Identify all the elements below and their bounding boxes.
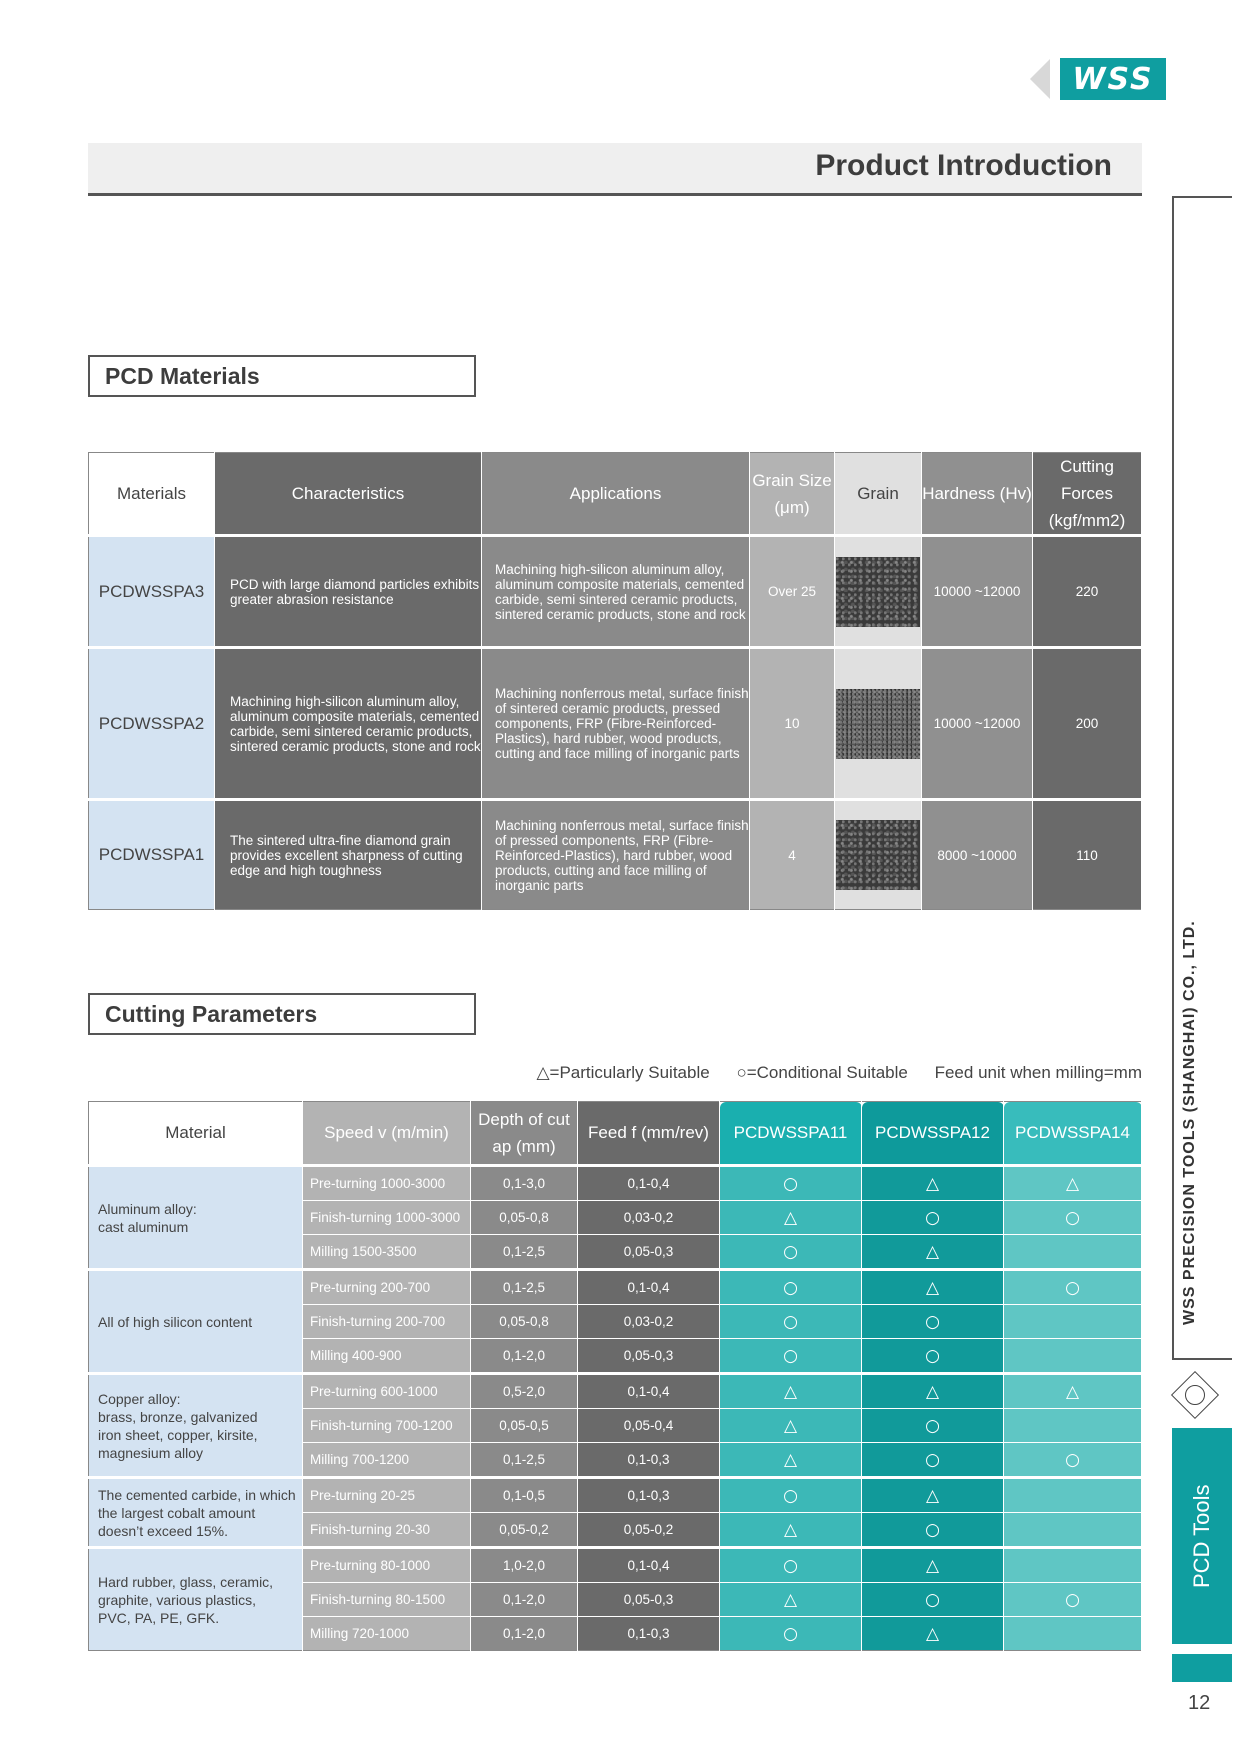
header-speed: Speed v (m/min) bbox=[303, 1102, 471, 1166]
suitability-pcdwsspa11: △ bbox=[720, 1374, 862, 1409]
sidebar-tab-pcd-tools[interactable] bbox=[1172, 1428, 1232, 1644]
suitability-pcdwsspa12: △ bbox=[862, 1235, 1004, 1270]
depth-value: 0,05-0,5 bbox=[471, 1409, 578, 1443]
depth-value: 0,1-2,5 bbox=[471, 1443, 578, 1478]
material-grain-image bbox=[835, 536, 922, 648]
speed-value: Pre-turning 80-1000 bbox=[303, 1548, 471, 1583]
depth-value: 0,05-0,8 bbox=[471, 1201, 578, 1235]
suitability-pcdwsspa12: ○ bbox=[862, 1409, 1004, 1443]
header-depth: Depth of cut ap (mm) bbox=[471, 1102, 578, 1166]
speed-value: Pre-turning 1000-3000 bbox=[303, 1166, 471, 1201]
depth-value: 0,1-2,0 bbox=[471, 1339, 578, 1374]
table-header-row bbox=[89, 453, 1142, 536]
suitability-pcdwsspa14 bbox=[1004, 1305, 1142, 1339]
feed-value: 0,1-0,4 bbox=[578, 1270, 720, 1305]
feed-value: 0,05-0,3 bbox=[578, 1583, 720, 1617]
material-grain-image bbox=[835, 648, 922, 800]
suitability-pcdwsspa11: △ bbox=[720, 1583, 862, 1617]
speed-value: Finish-turning 200-700 bbox=[303, 1305, 471, 1339]
suitability-pcdwsspa11: ○ bbox=[720, 1166, 862, 1201]
speed-value: Milling 400-900 bbox=[303, 1339, 471, 1374]
feed-value: 0,05-0,2 bbox=[578, 1513, 720, 1548]
speed-value: Pre-turning 20-25 bbox=[303, 1478, 471, 1513]
material-hardness: 10000 ~12000 bbox=[922, 536, 1033, 648]
feed-value: 0,1-0,3 bbox=[578, 1617, 720, 1651]
parameter-row bbox=[89, 1270, 1142, 1305]
sidebar-tab-label: PCD Tools bbox=[1189, 1484, 1214, 1588]
depth-value: 0,5-2,0 bbox=[471, 1374, 578, 1409]
suitability-pcdwsspa14 bbox=[1004, 1339, 1142, 1374]
logo-text: WSS bbox=[1060, 58, 1166, 100]
material-cutting-forces: 220 bbox=[1033, 536, 1142, 648]
depth-value: 0,1-2,0 bbox=[471, 1617, 578, 1651]
material-applications: Machining high-silicon aluminum alloy, aluminum composite materials, cemented carbide, semi sintered ceramic products, sintered ceramic products, stone and rock bbox=[482, 536, 750, 648]
legend bbox=[514, 1063, 1142, 1083]
material-characteristics: The sintered ultra-fine diamond grain provides excellent sharpness of cutting edge and high toughness bbox=[215, 800, 482, 910]
suitability-pcdwsspa12: ○ bbox=[862, 1583, 1004, 1617]
suitability-pcdwsspa12: ○ bbox=[862, 1339, 1004, 1374]
suitability-pcdwsspa14: △ bbox=[1004, 1166, 1142, 1201]
suitability-pcdwsspa12: ○ bbox=[862, 1305, 1004, 1339]
suitability-pcdwsspa14: ○ bbox=[1004, 1443, 1142, 1478]
depth-value: 0,05-0,8 bbox=[471, 1305, 578, 1339]
material-cutting-forces: 200 bbox=[1033, 648, 1142, 800]
header-feed: Feed f (mm/rev) bbox=[578, 1102, 720, 1166]
workpiece-material: Copper alloy: brass, bronze, galvanized iron sheet, copper, kirsite, magnesium alloy bbox=[89, 1374, 303, 1478]
grain-texture-image bbox=[836, 689, 920, 759]
suitability-pcdwsspa12: △ bbox=[862, 1166, 1004, 1201]
suitability-pcdwsspa12: △ bbox=[862, 1374, 1004, 1409]
suitability-pcdwsspa14: ○ bbox=[1004, 1270, 1142, 1305]
section-heading-cutting: Cutting Parameters bbox=[88, 993, 476, 1035]
parameter-row bbox=[89, 1548, 1142, 1583]
suitability-pcdwsspa14 bbox=[1004, 1617, 1142, 1651]
material-applications: Machining nonferrous metal, surface finish of pressed components, FRP (Fibre-Reinforced-Plastics), hard rubber, wood products, cutting and face milling of inorganic parts bbox=[482, 800, 750, 910]
suitability-pcdwsspa12: ○ bbox=[862, 1513, 1004, 1548]
header-grain-size: Grain Size (μm) bbox=[750, 453, 835, 536]
legend-feed-unit: Feed unit when milling=mm bbox=[934, 1063, 1142, 1082]
header-applications: Applications bbox=[482, 453, 750, 536]
speed-value: Milling 720-1000 bbox=[303, 1617, 471, 1651]
logo-arrow-icon bbox=[1030, 59, 1050, 99]
workpiece-material: All of high silicon content bbox=[89, 1270, 303, 1374]
pcd-materials-table bbox=[88, 452, 1142, 910]
suitability-pcdwsspa11: △ bbox=[720, 1201, 862, 1235]
depth-value: 1,0-2,0 bbox=[471, 1548, 578, 1583]
legend-conditional: ○=Conditional Suitable bbox=[736, 1063, 908, 1082]
suitability-pcdwsspa11: △ bbox=[720, 1443, 862, 1478]
feed-value: 0,1-0,4 bbox=[578, 1374, 720, 1409]
grain-texture-image bbox=[836, 557, 920, 627]
material-cutting-forces: 110 bbox=[1033, 800, 1142, 910]
suitability-pcdwsspa11: ○ bbox=[720, 1617, 862, 1651]
page-title-bar bbox=[88, 143, 1142, 196]
material-name: PCDWSSPA3 bbox=[89, 536, 215, 648]
depth-value: 0,1-2,0 bbox=[471, 1583, 578, 1617]
suitability-pcdwsspa12: ○ bbox=[862, 1443, 1004, 1478]
suitability-pcdwsspa14 bbox=[1004, 1478, 1142, 1513]
header-grain: Grain bbox=[835, 453, 922, 536]
section-heading-materials: PCD Materials bbox=[88, 355, 476, 397]
parameter-row bbox=[89, 1166, 1142, 1201]
suitability-pcdwsspa12: △ bbox=[862, 1478, 1004, 1513]
material-hardness: 10000 ~12000 bbox=[922, 648, 1033, 800]
speed-value: Milling 700-1200 bbox=[303, 1443, 471, 1478]
feed-value: 0,03-0,2 bbox=[578, 1201, 720, 1235]
company-logo bbox=[1030, 58, 1166, 100]
speed-value: Finish-turning 700-1200 bbox=[303, 1409, 471, 1443]
header-materials: Materials bbox=[89, 453, 215, 536]
suitability-pcdwsspa12: △ bbox=[862, 1270, 1004, 1305]
feed-value: 0,05-0,4 bbox=[578, 1409, 720, 1443]
header-pcdwsspa14: PCDWSSPA14 bbox=[1004, 1102, 1142, 1166]
speed-value: Finish-turning 80-1500 bbox=[303, 1583, 471, 1617]
header-pcdwsspa12: PCDWSSPA12 bbox=[862, 1102, 1004, 1166]
material-row bbox=[89, 536, 1142, 648]
feed-value: 0,1-0,4 bbox=[578, 1166, 720, 1201]
header-characteristics: Characteristics bbox=[215, 453, 482, 536]
suitability-pcdwsspa12: △ bbox=[862, 1548, 1004, 1583]
page-title: Product Introduction bbox=[815, 149, 1112, 182]
material-applications: Machining nonferrous metal, surface finish of sintered ceramic products, pressed components, FRP (Fibre-Reinforced-Plastics), hard rubber, wood products, cutting and face milling of inorganic parts bbox=[482, 648, 750, 800]
header-cutting-forces: Cutting Forces (kgf/mm2) bbox=[1033, 453, 1142, 536]
page-number: 12 bbox=[1188, 1692, 1211, 1714]
depth-value: 0,1-2,5 bbox=[471, 1270, 578, 1305]
feed-value: 0,03-0,2 bbox=[578, 1305, 720, 1339]
suitability-pcdwsspa12: ○ bbox=[862, 1201, 1004, 1235]
depth-value: 0,05-0,2 bbox=[471, 1513, 578, 1548]
material-characteristics: Machining high-silicon aluminum alloy, aluminum composite materials, cemented carbide, semi sintered ceramic products, sintered ceramic products, stone and rock bbox=[215, 648, 482, 800]
material-hardness: 8000 ~10000 bbox=[922, 800, 1033, 910]
speed-value: Pre-turning 200-700 bbox=[303, 1270, 471, 1305]
speed-value: Pre-turning 600-1000 bbox=[303, 1374, 471, 1409]
material-row bbox=[89, 800, 1142, 910]
suitability-pcdwsspa11: ○ bbox=[720, 1305, 862, 1339]
speed-value: Finish-turning 1000-3000 bbox=[303, 1201, 471, 1235]
feed-value: 0,1-0,4 bbox=[578, 1548, 720, 1583]
suitability-pcdwsspa14 bbox=[1004, 1409, 1142, 1443]
material-grain-size: 10 bbox=[750, 648, 835, 800]
material-grain-size: Over 25 bbox=[750, 536, 835, 648]
circle-icon bbox=[1185, 1385, 1205, 1405]
suitability-pcdwsspa14: ○ bbox=[1004, 1583, 1142, 1617]
parameter-row bbox=[89, 1478, 1142, 1513]
cutting-parameters-table bbox=[88, 1101, 1142, 1651]
suitability-pcdwsspa14: ○ bbox=[1004, 1201, 1142, 1235]
material-characteristics: PCD with large diamond particles exhibits greater abrasion resistance bbox=[215, 536, 482, 648]
suitability-pcdwsspa14 bbox=[1004, 1235, 1142, 1270]
sidebar-company-name: WSS PRECISION TOOLS (SHANGHAI) CO., LTD. bbox=[1181, 920, 1198, 1325]
parameter-row bbox=[89, 1374, 1142, 1409]
material-name: PCDWSSPA2 bbox=[89, 648, 215, 800]
header-material: Material bbox=[89, 1102, 303, 1166]
sidebar-accent-bar bbox=[1172, 1654, 1232, 1682]
legend-particularly: △=Particularly Suitable bbox=[536, 1063, 710, 1082]
speed-value: Finish-turning 20-30 bbox=[303, 1513, 471, 1548]
feed-value: 0,05-0,3 bbox=[578, 1235, 720, 1270]
suitability-pcdwsspa11: ○ bbox=[720, 1548, 862, 1583]
table-header-row bbox=[89, 1102, 1142, 1166]
depth-value: 0,1-2,5 bbox=[471, 1235, 578, 1270]
header-hardness: Hardness (Hv) bbox=[922, 453, 1033, 536]
suitability-pcdwsspa12: △ bbox=[862, 1617, 1004, 1651]
suitability-pcdwsspa14 bbox=[1004, 1513, 1142, 1548]
grain-texture-image bbox=[836, 820, 920, 890]
depth-value: 0,1-3,0 bbox=[471, 1166, 578, 1201]
feed-value: 0,1-0,3 bbox=[578, 1443, 720, 1478]
suitability-pcdwsspa14: △ bbox=[1004, 1374, 1142, 1409]
material-grain-size: 4 bbox=[750, 800, 835, 910]
depth-value: 0,1-0,5 bbox=[471, 1478, 578, 1513]
speed-value: Milling 1500-3500 bbox=[303, 1235, 471, 1270]
suitability-pcdwsspa11: ○ bbox=[720, 1235, 862, 1270]
suitability-pcdwsspa14 bbox=[1004, 1548, 1142, 1583]
material-row bbox=[89, 648, 1142, 800]
suitability-pcdwsspa11: △ bbox=[720, 1513, 862, 1548]
feed-value: 0,05-0,3 bbox=[578, 1339, 720, 1374]
material-grain-image bbox=[835, 800, 922, 910]
workpiece-material: Aluminum alloy: cast aluminum bbox=[89, 1166, 303, 1270]
header-pcdwsspa11: PCDWSSPA11 bbox=[720, 1102, 862, 1166]
suitability-pcdwsspa11: ○ bbox=[720, 1478, 862, 1513]
material-name: PCDWSSPA1 bbox=[89, 800, 215, 910]
workpiece-material: The cemented carbide, in which the largest cobalt amount doesn’t exceed 15%. bbox=[89, 1478, 303, 1548]
feed-value: 0,1-0,3 bbox=[578, 1478, 720, 1513]
workpiece-material: Hard rubber, glass, ceramic, graphite, various plastics, PVC, PA, PE, GFK. bbox=[89, 1548, 303, 1651]
suitability-pcdwsspa11: ○ bbox=[720, 1270, 862, 1305]
suitability-pcdwsspa11: ○ bbox=[720, 1339, 862, 1374]
suitability-pcdwsspa11: △ bbox=[720, 1409, 862, 1443]
